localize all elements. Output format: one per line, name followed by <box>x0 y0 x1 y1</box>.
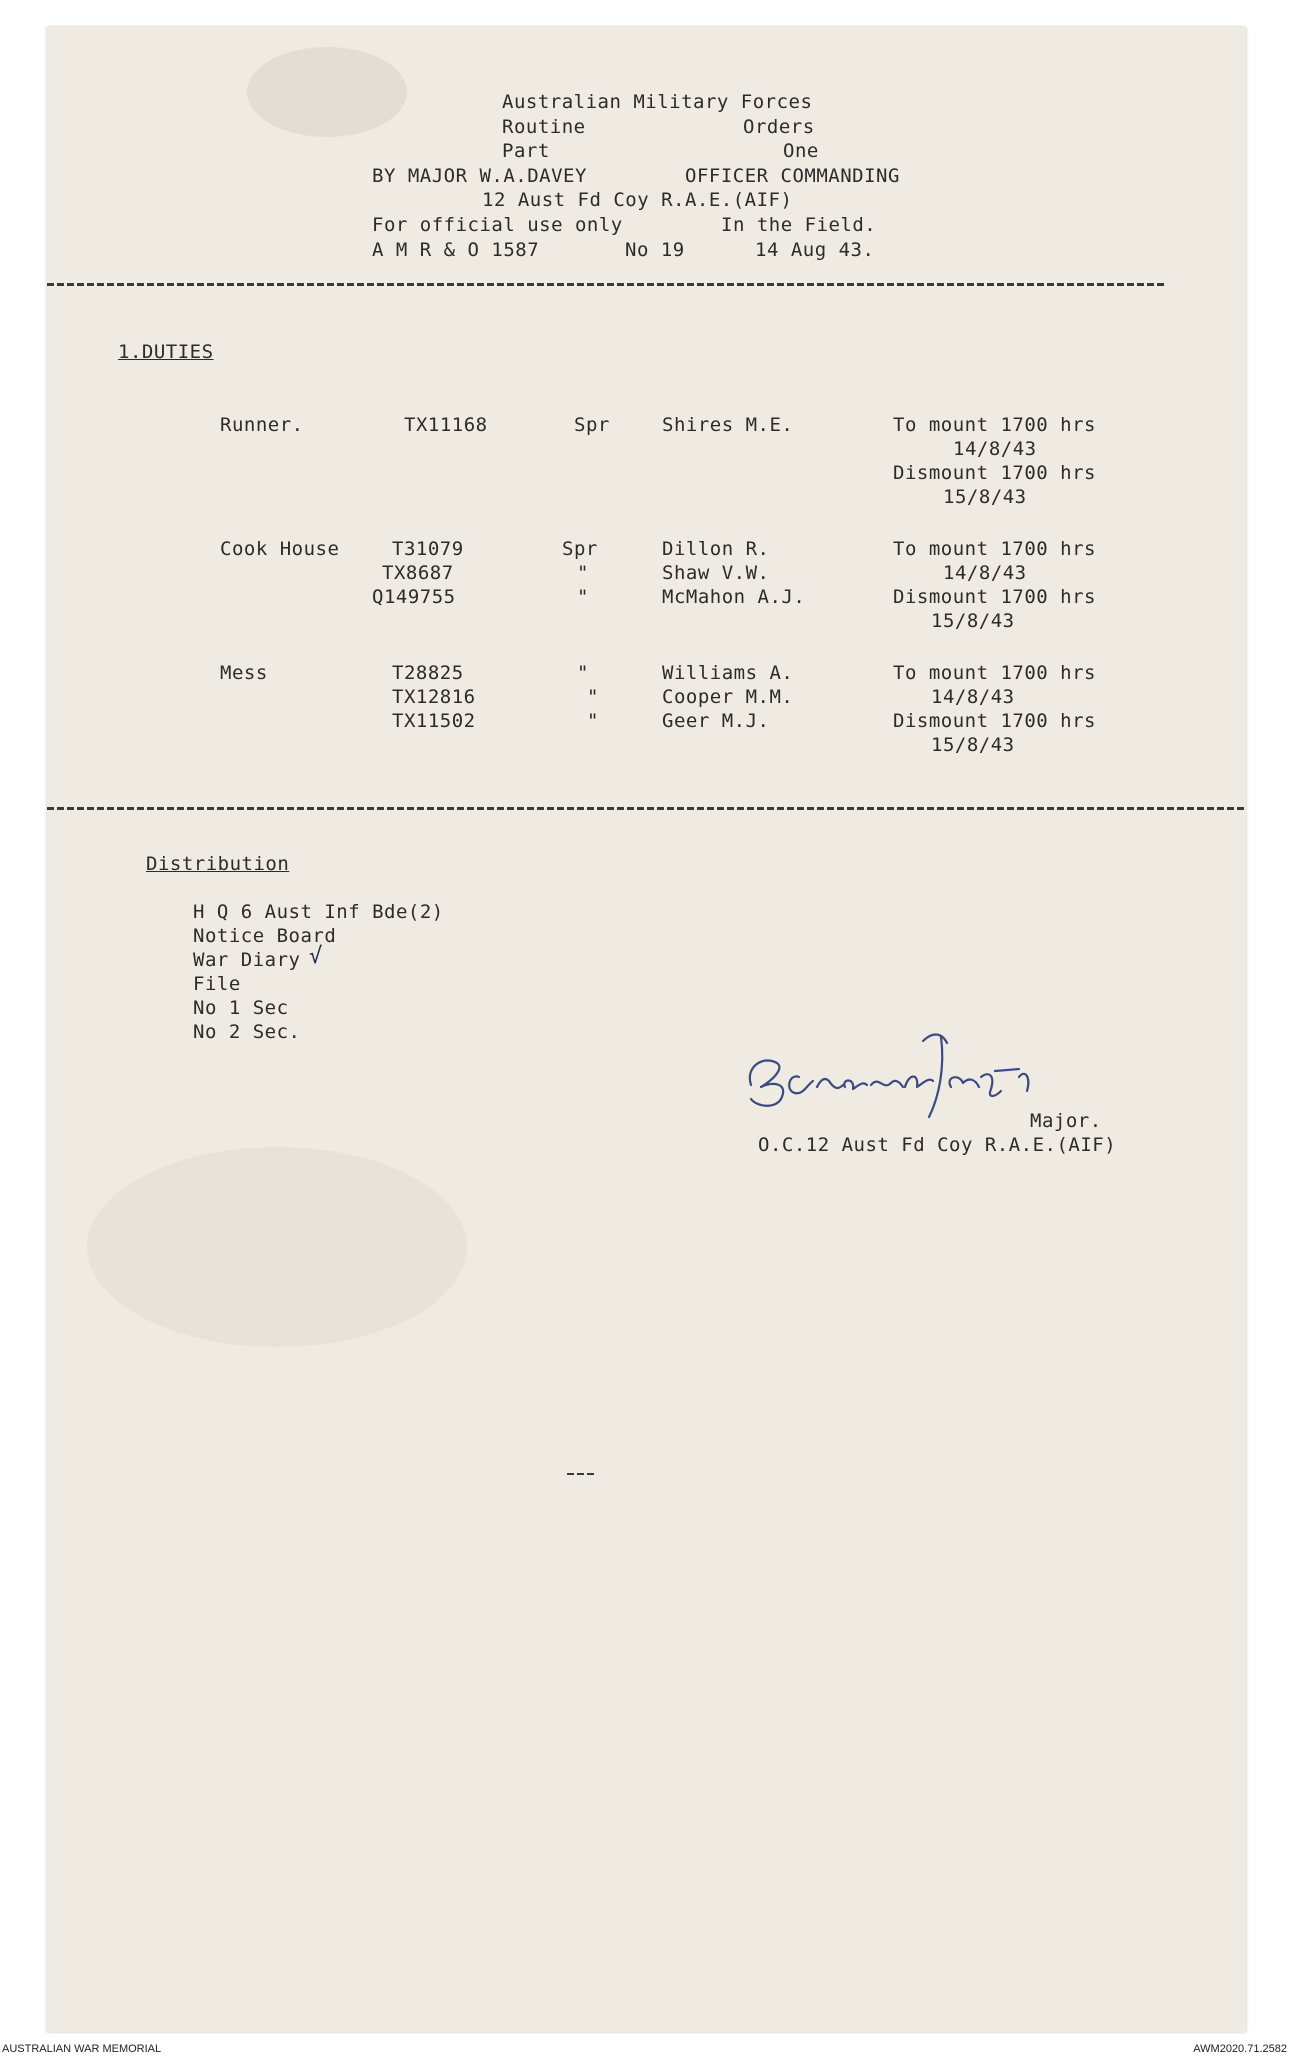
service-number: Q149755 <box>372 586 456 608</box>
header-official-use: For official use only <box>372 214 623 236</box>
rank: " <box>577 586 589 608</box>
rank: " <box>577 662 589 684</box>
schedule-mount-date: 14/8/43 <box>943 562 1027 584</box>
schedule-dismount: Dismount 1700 hrs <box>893 710 1096 732</box>
header-orders: Orders <box>743 116 815 138</box>
header-date: 14 Aug 43. <box>755 239 875 261</box>
duty-name: Mess <box>220 662 268 684</box>
small-mark <box>567 1473 597 1475</box>
divider <box>47 283 1167 286</box>
soldier-name: Geer M.J. <box>662 710 770 732</box>
signatory-title: O.C.12 Aust Fd Coy R.A.E.(AIF) <box>758 1134 1117 1156</box>
schedule-dismount: Dismount 1700 hrs <box>893 586 1096 608</box>
distribution-item: No 2 Sec. <box>193 1021 301 1043</box>
header-part: Part <box>502 140 550 162</box>
schedule-dismount-date: 15/8/43 <box>931 610 1015 632</box>
soldier-name: Shaw V.W. <box>662 562 770 584</box>
schedule-mount-date: 14/8/43 <box>931 686 1015 708</box>
rank: " <box>587 710 599 732</box>
distribution-item: No 1 Sec <box>193 997 289 1019</box>
header-routine: Routine <box>502 116 586 138</box>
header-reference: A M R & O 1587 <box>372 239 540 261</box>
check-mark: √ <box>309 944 323 969</box>
schedule-dismount: Dismount 1700 hrs <box>893 462 1096 484</box>
header-title: Australian Military Forces <box>502 91 813 113</box>
soldier-name: Shires M.E. <box>662 414 794 436</box>
service-number: T28825 <box>392 662 464 684</box>
distribution-title: Distribution <box>146 853 290 875</box>
duty-name: Cook House <box>220 538 340 560</box>
service-number: T31079 <box>392 538 464 560</box>
soldier-name: Dillon R. <box>662 538 770 560</box>
divider <box>47 807 1246 810</box>
footer-left: AUSTRALIAN WAR MEMORIAL <box>2 2043 162 2055</box>
schedule-mount: To mount 1700 hrs <box>893 414 1096 436</box>
soldier-name: McMahon A.J. <box>662 586 806 608</box>
service-number: TX12816 <box>392 686 476 708</box>
schedule-mount: To mount 1700 hrs <box>893 662 1096 684</box>
schedule-mount: To mount 1700 hrs <box>893 538 1096 560</box>
service-number: TX11168 <box>404 414 488 436</box>
header-one: One <box>783 140 819 162</box>
signatory-rank: Major. <box>1030 1110 1102 1132</box>
stain <box>87 1147 467 1347</box>
service-number: TX8687 <box>382 562 454 584</box>
signature-graphic <box>733 1007 1063 1127</box>
distribution-item: H Q 6 Aust Inf Bde(2) <box>193 901 444 923</box>
distribution-item: Notice Board <box>193 925 337 947</box>
soldier-name: Cooper M.M. <box>662 686 794 708</box>
section-title: 1.DUTIES <box>118 341 214 363</box>
header-location: In the Field. <box>721 214 877 236</box>
service-number: TX11502 <box>392 710 476 732</box>
distribution-item: War Diary <box>193 949 301 971</box>
header-unit: 12 Aust Fd Coy R.A.E.(AIF) <box>482 189 793 211</box>
duty-name: Runner. <box>220 414 304 436</box>
rank: " <box>587 686 599 708</box>
document-page <box>47 27 1246 2032</box>
soldier-name: Williams A. <box>662 662 794 684</box>
footer-right: AWM2020.71.2582 <box>1193 2043 1287 2055</box>
stain <box>247 47 407 137</box>
header-officer: OFFICER COMMANDING <box>685 165 900 187</box>
schedule-mount-date: 14/8/43 <box>953 438 1037 460</box>
rank: Spr <box>574 414 610 436</box>
schedule-dismount-date: 15/8/43 <box>943 486 1027 508</box>
rank: Spr <box>562 538 598 560</box>
header-issuer: BY MAJOR W.A.DAVEY <box>372 165 587 187</box>
header-order-number: No 19 <box>625 239 685 261</box>
rank: " <box>577 562 589 584</box>
distribution-item: File <box>193 973 241 995</box>
schedule-dismount-date: 15/8/43 <box>931 734 1015 756</box>
